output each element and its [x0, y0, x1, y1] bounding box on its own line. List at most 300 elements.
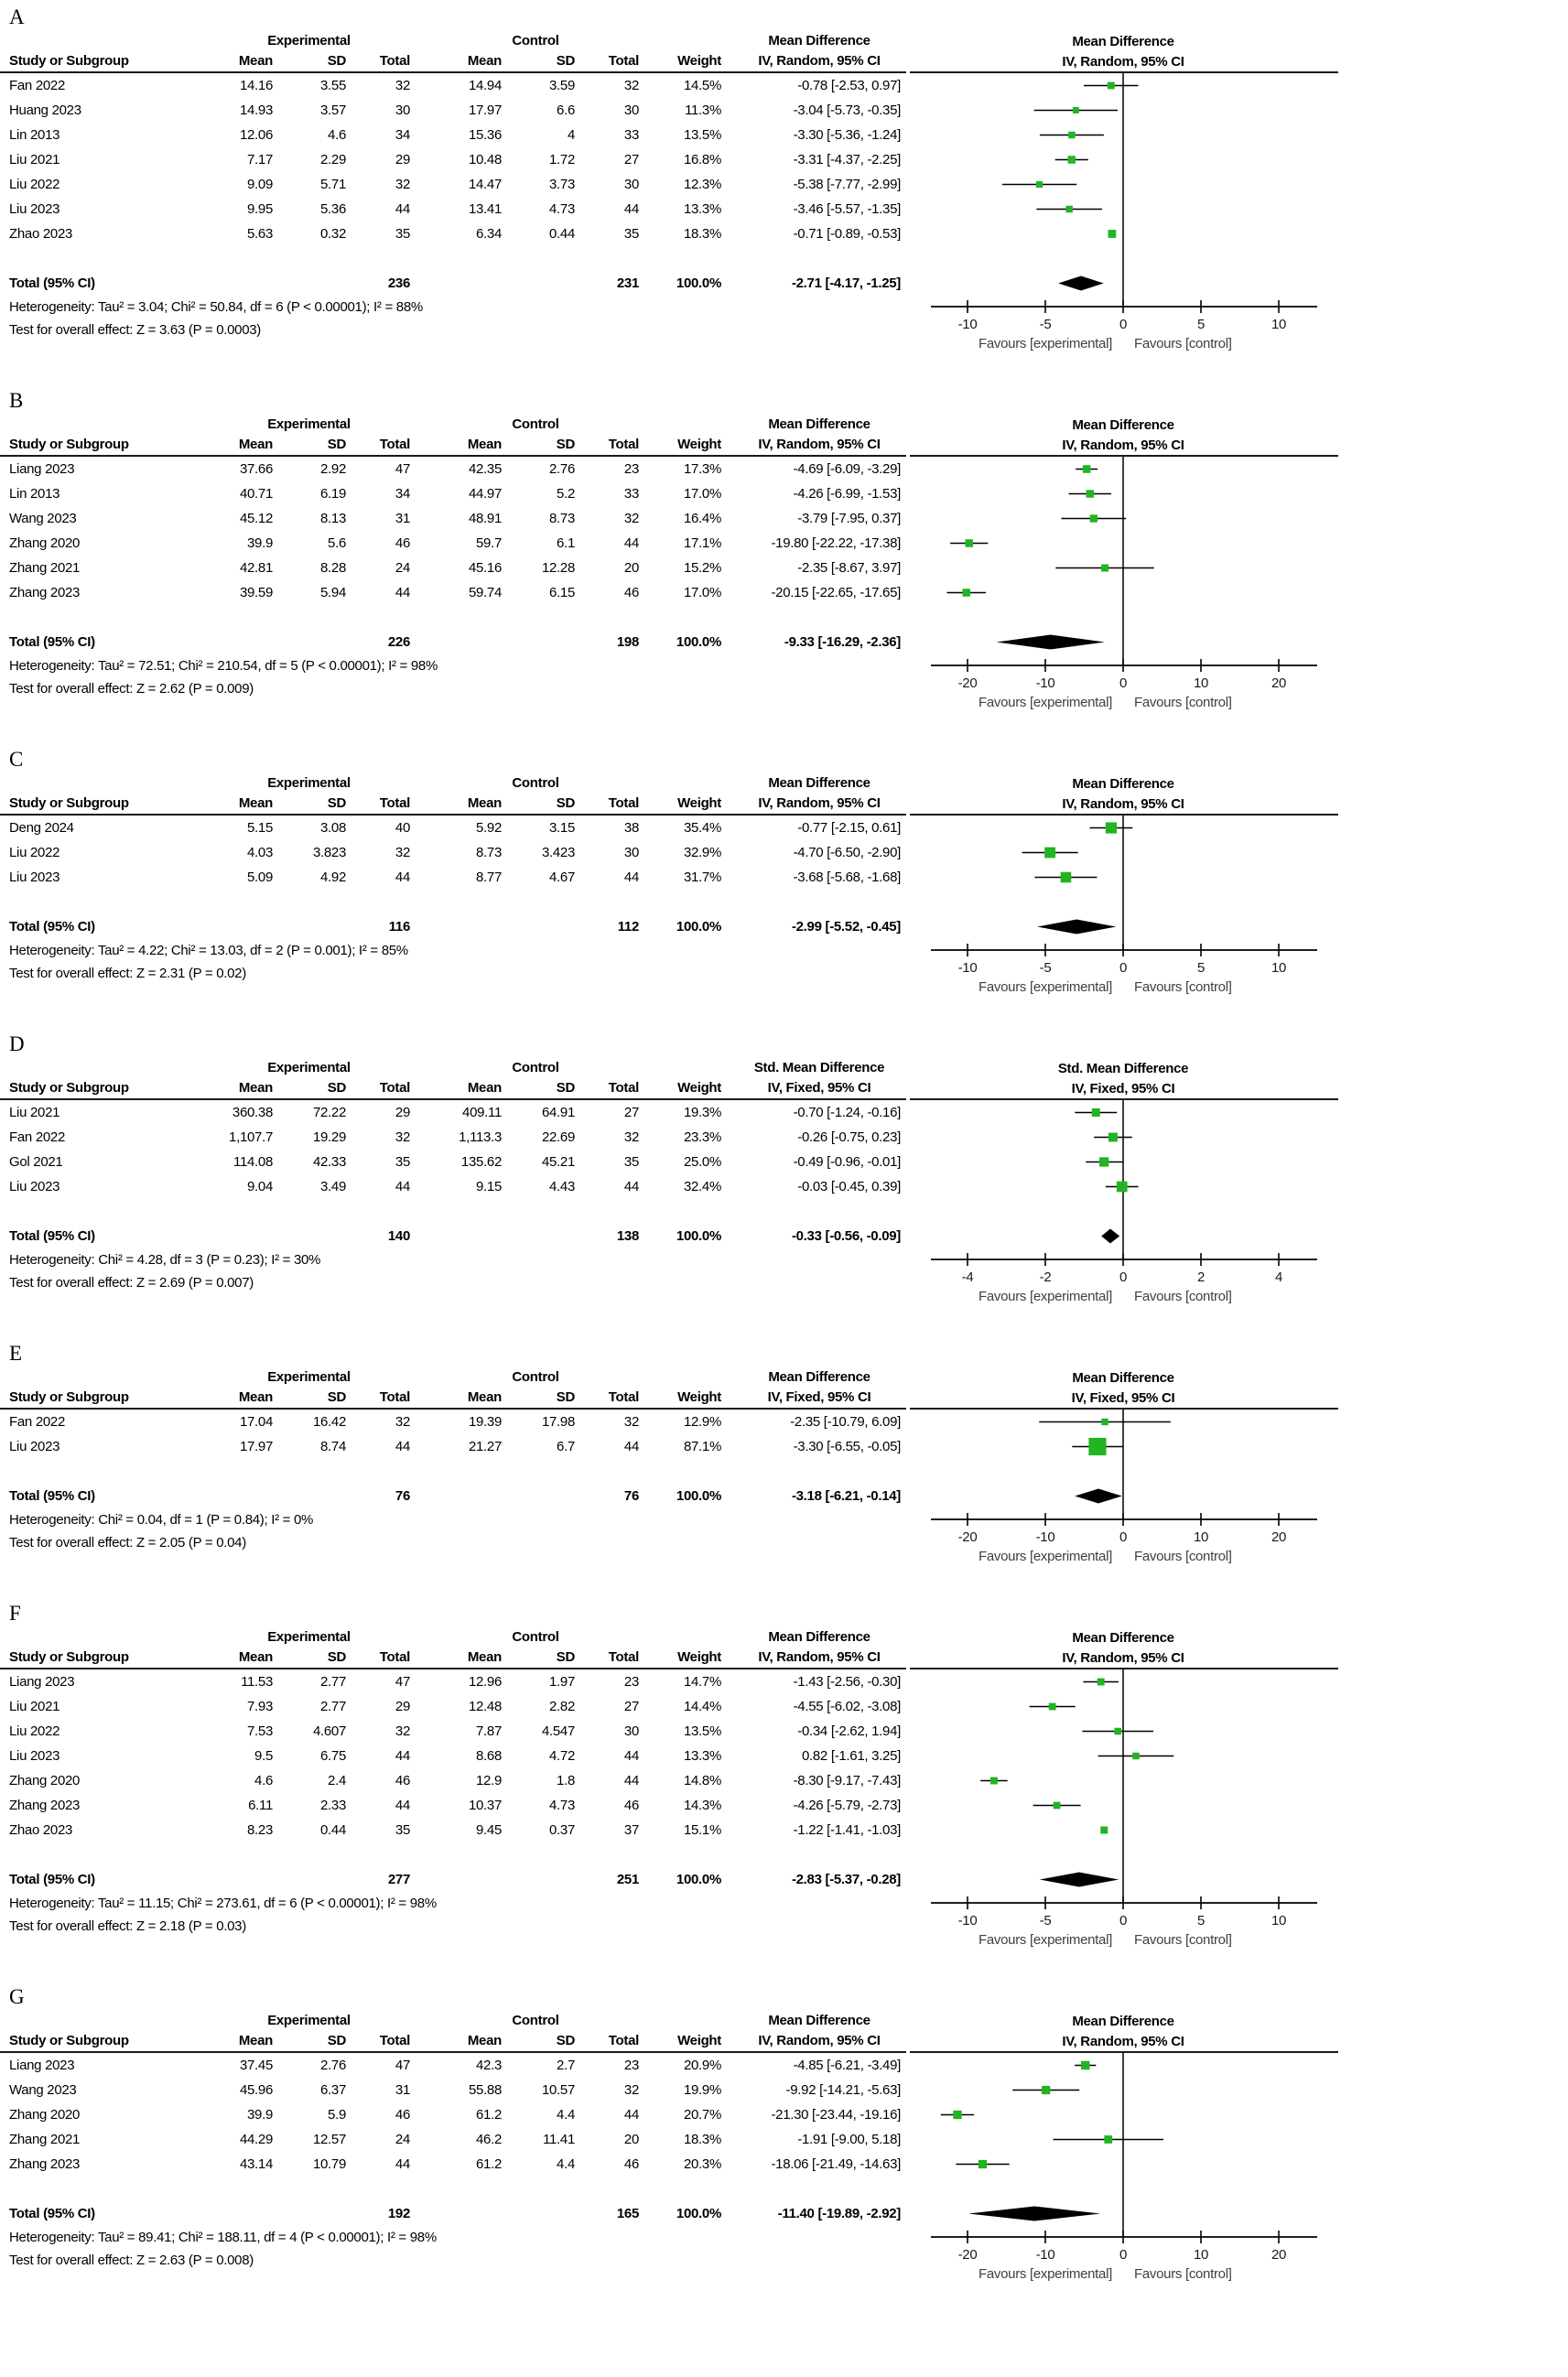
ci-text: -21.30 [-23.44, -19.16] [771, 2107, 901, 2123]
weight-value: 14.8% [683, 1773, 721, 1788]
header-spacer [650, 1367, 732, 1388]
ctl-mean: 10.37 [468, 1798, 502, 1813]
tick-label: -4 [961, 1270, 974, 1285]
total-weight: 100.0% [676, 634, 721, 650]
exp-total: 32 [395, 78, 410, 93]
exp-sd-header: SD [327, 1080, 346, 1096]
effect-marker [1117, 1182, 1128, 1193]
effect-column-header: Std. Mean Difference [753, 1060, 885, 1075]
exp-mean-header: Mean [238, 795, 273, 811]
effect-marker [1098, 1679, 1105, 1686]
weight-value: 14.4% [683, 1699, 721, 1714]
weight-column-header: Weight [677, 1389, 721, 1405]
forest-panel-F [0, 1602, 1568, 1950]
exp-mean: 1,107.7 [229, 1129, 273, 1145]
ctl-total: 44 [623, 1748, 639, 1764]
exp-total: 47 [395, 1674, 410, 1690]
weight-value: 25.0% [683, 1154, 721, 1170]
effect-marker [1099, 1157, 1108, 1166]
total-ctl-total: 231 [616, 276, 639, 291]
ctl-sd: 2.82 [549, 1699, 575, 1714]
ci-text: -4.26 [-6.99, -1.53] [793, 486, 901, 502]
overall-effect-line: Test for overall effect: Z = 2.31 (P = 0.02) [9, 966, 246, 981]
exp-mean: 9.04 [247, 1179, 273, 1194]
ctl-total: 44 [623, 1773, 639, 1788]
pooled-diamond [997, 635, 1105, 650]
exp-sd: 6.75 [320, 1748, 346, 1764]
ci-text: -0.26 [-0.75, 0.23] [797, 1129, 901, 1145]
exp-sd: 10.79 [312, 2156, 346, 2172]
ctl-total: 32 [623, 1414, 639, 1430]
header-spacer [650, 773, 732, 794]
heterogeneity-line: Heterogeneity: Tau² = 89.41; Chi² = 188.11, df = 4 (P < 0.00001); I² = 98% [9, 2230, 437, 2245]
effect-column-header: Mean Difference [768, 416, 871, 432]
exp-sd: 3.823 [312, 845, 346, 860]
exp-sd: 4.607 [312, 1723, 346, 1739]
panel-label: A [9, 5, 25, 28]
ctl-sd: 64.91 [541, 1105, 575, 1120]
plot-effect-header: Mean Difference [1072, 776, 1174, 792]
ctl-mean: 13.41 [468, 201, 502, 217]
model-column-header: IV, Random, 95% CI [758, 795, 881, 811]
study-name: Wang 2023 [9, 511, 77, 526]
ci-text: -1.91 [-9.00, 5.18] [797, 2132, 901, 2147]
study-column-header: Study or Subgroup [9, 1080, 129, 1096]
total-exp-total: 116 [388, 919, 410, 935]
overall-effect-line: Test for overall effect: Z = 2.69 (P = 0.007) [9, 1275, 254, 1291]
ctl-total-header: Total [608, 1080, 639, 1096]
ci-text: -0.49 [-0.96, -0.01] [793, 1154, 901, 1170]
ctl-mean: 17.97 [468, 103, 502, 118]
total-ctl-total: 198 [616, 634, 639, 650]
exp-mean: 14.93 [239, 103, 273, 118]
effect-marker [1106, 822, 1117, 833]
ctl-sd: 1.97 [549, 1674, 575, 1690]
forest-plot-area [908, 1058, 1568, 1307]
experimental-group-header: Experimental [267, 416, 351, 432]
ctl-mean: 10.48 [468, 152, 502, 167]
exp-total: 29 [395, 152, 410, 167]
exp-sd-header: SD [327, 2033, 346, 2048]
header-spacer [0, 31, 197, 51]
exp-total: 44 [395, 1798, 410, 1813]
exp-sd: 2.92 [320, 461, 346, 477]
study-column-header: Study or Subgroup [9, 53, 129, 69]
overall-effect-line: Test for overall effect: Z = 3.63 (P = 0.0003) [9, 322, 261, 338]
forest-plot-area [908, 415, 1568, 713]
tick-label: 20 [1271, 2247, 1287, 2263]
exp-sd: 2.4 [328, 1773, 346, 1788]
exp-sd: 6.37 [320, 2082, 346, 2098]
ctl-total: 33 [623, 486, 639, 502]
exp-total: 31 [395, 2082, 410, 2098]
ci-text: -2.35 [-8.67, 3.97] [797, 560, 901, 576]
weight-value: 16.4% [683, 511, 721, 526]
ctl-mean-header: Mean [467, 1389, 502, 1405]
effect-marker [990, 1777, 998, 1785]
ctl-mean: 59.74 [468, 585, 502, 600]
weight-value: 14.3% [683, 1798, 721, 1813]
tick-label: 10 [1193, 2247, 1209, 2263]
tick-label: -10 [1035, 1529, 1055, 1545]
ctl-total: 30 [623, 177, 639, 192]
favours-left-label: Favours [experimental] [979, 695, 1112, 710]
exp-mean-header: Mean [238, 1080, 273, 1096]
exp-total: 32 [395, 845, 410, 860]
ctl-sd: 6.6 [557, 103, 575, 118]
study-column-header: Study or Subgroup [9, 437, 129, 452]
exp-sd: 2.77 [320, 1674, 346, 1690]
ci-text: -4.85 [-6.21, -3.49] [793, 2058, 901, 2073]
exp-sd: 0.32 [320, 226, 346, 242]
ctl-total: 30 [623, 103, 639, 118]
exp-sd: 3.08 [320, 820, 346, 836]
ctl-mean-header: Mean [467, 1649, 502, 1665]
effect-marker [1108, 230, 1117, 238]
ctl-mean: 19.39 [468, 1414, 502, 1430]
effect-marker [1068, 132, 1076, 139]
ctl-sd: 3.15 [549, 820, 575, 836]
study-table [0, 1367, 906, 1554]
control-group-header: Control [512, 2013, 559, 2028]
weight-value: 20.9% [683, 2058, 721, 2073]
tick-label: 2 [1196, 1270, 1206, 1285]
exp-mean: 114.08 [233, 1154, 273, 1170]
exp-sd: 8.28 [320, 560, 346, 576]
ctl-sd: 3.59 [549, 78, 575, 93]
total-ci-text: -2.71 [-4.17, -1.25] [791, 276, 901, 291]
ctl-total-header: Total [608, 437, 639, 452]
weight-value: 20.7% [683, 2107, 721, 2123]
forest-plot-area [908, 1627, 1568, 1950]
ctl-sd-header: SD [556, 53, 575, 69]
plot-model-header: IV, Random, 95% CI [1062, 1650, 1184, 1666]
header-spacer [650, 415, 732, 435]
exp-total: 44 [395, 585, 410, 600]
panel-label: F [9, 1602, 21, 1625]
exp-sd: 5.9 [328, 2107, 346, 2123]
study-table [0, 1627, 906, 1938]
ctl-sd-header: SD [556, 795, 575, 811]
ctl-total: 35 [623, 1154, 639, 1170]
ctl-total-header: Total [608, 795, 639, 811]
ctl-mean: 12.9 [476, 1773, 502, 1788]
study-table [0, 415, 906, 700]
ci-text: -0.77 [-2.15, 0.61] [797, 820, 901, 836]
total-ci-text: -0.33 [-0.56, -0.09] [791, 1228, 901, 1244]
exp-mean: 39.9 [247, 535, 273, 551]
ctl-sd: 3.423 [541, 845, 575, 860]
weight-value: 17.1% [683, 535, 721, 551]
weight-value: 11.3% [685, 103, 721, 118]
total-ci-text: -9.33 [-16.29, -2.36] [784, 634, 901, 650]
weight-value: 87.1% [683, 1439, 721, 1454]
ci-text: -3.79 [-7.95, 0.37] [797, 511, 901, 526]
study-table [0, 773, 906, 985]
exp-total: 40 [395, 820, 410, 836]
exp-total: 29 [395, 1105, 410, 1120]
exp-mean: 44.29 [239, 2132, 273, 2147]
header-spacer [0, 415, 197, 435]
exp-sd: 2.76 [320, 2058, 346, 2073]
ctl-sd: 10.57 [541, 2082, 575, 2098]
exp-sd: 42.33 [312, 1154, 346, 1170]
effect-marker [1101, 565, 1108, 572]
total-ci-text: -2.83 [-5.37, -0.28] [791, 1872, 901, 1887]
exp-sd: 3.57 [320, 103, 346, 118]
header-spacer [0, 1058, 197, 1078]
ci-text: -9.92 [-14.21, -5.63] [785, 2082, 901, 2098]
panel-body [0, 415, 1568, 713]
ci-text: -5.38 [-7.77, -2.99] [793, 177, 901, 192]
total-row-label: Total (95% CI) [9, 276, 95, 291]
ctl-mean: 55.88 [468, 2082, 502, 2098]
heterogeneity-line: Heterogeneity: Chi² = 0.04, df = 1 (P = 0.84); I² = 0% [9, 1512, 314, 1528]
exp-total: 32 [395, 1414, 410, 1430]
ctl-mean-header: Mean [467, 53, 502, 69]
ctl-sd-header: SD [556, 1080, 575, 1096]
total-ctl-total: 76 [623, 1488, 639, 1504]
weight-value: 13.3% [683, 201, 721, 217]
effect-marker [1108, 1133, 1118, 1142]
exp-total: 35 [395, 1822, 410, 1838]
ctl-mean: 1,113.3 [459, 1129, 502, 1145]
exp-sd: 19.29 [312, 1129, 346, 1145]
effect-column-header: Mean Difference [768, 1629, 871, 1645]
exp-total-header: Total [379, 437, 410, 452]
ctl-mean: 59.7 [476, 535, 502, 551]
effect-column-header: Mean Difference [768, 775, 871, 791]
ctl-total: 32 [623, 2082, 639, 2098]
ctl-mean: 46.2 [476, 2132, 502, 2147]
ctl-mean: 15.36 [468, 127, 502, 143]
header-spacer [0, 1627, 197, 1648]
exp-mean: 45.12 [239, 511, 273, 526]
ctl-mean-header: Mean [467, 437, 502, 452]
ctl-total: 30 [623, 1723, 639, 1739]
study-name: Fan 2022 [9, 78, 65, 93]
exp-mean: 8.23 [247, 1822, 273, 1838]
weight-value: 32.9% [683, 845, 721, 860]
ctl-sd-header: SD [556, 1389, 575, 1405]
total-weight: 100.0% [676, 2206, 721, 2221]
tick-label: 0 [1119, 317, 1128, 332]
ctl-mean: 8.73 [476, 845, 502, 860]
weight-column-header: Weight [677, 795, 721, 811]
favours-left-label: Favours [experimental] [979, 979, 1112, 995]
exp-mean: 7.93 [247, 1699, 273, 1714]
total-weight: 100.0% [676, 1488, 721, 1504]
tick-label: 0 [1119, 2247, 1128, 2263]
exp-mean-header: Mean [238, 53, 273, 69]
ctl-sd: 17.98 [541, 1414, 575, 1430]
tick-label: -20 [957, 675, 978, 691]
ctl-sd: 4.547 [541, 1723, 575, 1739]
exp-sd: 6.19 [320, 486, 346, 502]
spacer-row [0, 605, 906, 630]
plot-effect-header: Mean Difference [1072, 1370, 1174, 1386]
ctl-mean: 14.94 [468, 78, 502, 93]
weight-value: 14.7% [683, 1674, 721, 1690]
ctl-sd: 4.73 [549, 1798, 575, 1813]
ctl-sd: 0.44 [549, 226, 575, 242]
study-name: Gol 2021 [9, 1154, 63, 1170]
ci-text: -3.31 [-4.37, -2.25] [793, 152, 901, 167]
ci-text: -4.55 [-6.02, -3.08] [793, 1699, 901, 1714]
experimental-group-header: Experimental [267, 2013, 351, 2028]
effect-marker [1108, 82, 1115, 90]
effect-marker [1042, 2086, 1050, 2094]
weight-value: 35.4% [683, 820, 721, 836]
total-exp-total: 226 [387, 634, 410, 650]
weight-value: 18.3% [683, 226, 721, 242]
plot-model-header: IV, Random, 95% CI [1062, 438, 1184, 453]
plot-effect-header: Std. Mean Difference [1057, 1061, 1189, 1076]
study-column-header: Study or Subgroup [9, 2033, 129, 2048]
exp-total: 24 [395, 560, 410, 576]
study-name: Zhang 2020 [9, 1773, 81, 1788]
exp-mean: 11.53 [241, 1674, 273, 1690]
total-ctl-total: 251 [616, 1872, 639, 1887]
ctl-mean: 409.11 [462, 1105, 502, 1120]
total-ci-text: -11.40 [-19.89, -2.92] [777, 2206, 901, 2221]
study-name: Liu 2021 [9, 152, 60, 167]
ctl-total: 44 [623, 1439, 639, 1454]
effect-marker [1100, 1827, 1108, 1834]
study-name: Liang 2023 [9, 461, 75, 477]
exp-total: 35 [395, 226, 410, 242]
ctl-sd: 4.72 [549, 1748, 575, 1764]
effect-marker [1087, 490, 1094, 497]
ctl-total: 27 [623, 1105, 639, 1120]
forest-panel-D [0, 1032, 1568, 1307]
study-name: Liu 2022 [9, 177, 60, 192]
ci-text: -18.06 [-21.49, -14.63] [771, 2156, 901, 2172]
favours-right-label: Favours [control] [1134, 1549, 1232, 1564]
weight-value: 20.3% [683, 2156, 721, 2172]
total-ctl-total: 165 [616, 2206, 639, 2221]
weight-column-header: Weight [677, 53, 721, 69]
ctl-sd: 4 [567, 127, 575, 143]
ctl-mean: 12.96 [468, 1674, 502, 1690]
control-group-header: Control [512, 775, 559, 791]
control-group-header: Control [512, 1369, 559, 1385]
weight-value: 17.3% [683, 461, 721, 477]
weight-value: 15.1% [683, 1822, 721, 1838]
study-name: Fan 2022 [9, 1414, 65, 1430]
ci-text: -1.22 [-1.41, -1.03] [793, 1822, 901, 1838]
tick-label: 10 [1271, 960, 1287, 976]
total-weight: 100.0% [676, 919, 721, 935]
ctl-sd-header: SD [556, 437, 575, 452]
study-table [0, 2011, 906, 2272]
total-exp-total: 236 [387, 276, 410, 291]
ci-text: -3.30 [-5.36, -1.24] [793, 127, 901, 143]
forest-panel-G [0, 1985, 1568, 2285]
ctl-mean: 61.2 [476, 2107, 502, 2123]
panel-label: B [9, 389, 24, 412]
study-name: Huang 2023 [9, 103, 81, 118]
study-name: Liang 2023 [9, 2058, 75, 2073]
study-column-header: Study or Subgroup [9, 795, 129, 811]
exp-mean: 5.63 [247, 226, 273, 242]
model-column-header: IV, Random, 95% CI [758, 53, 881, 69]
exp-total: 34 [395, 127, 410, 143]
exp-total: 44 [395, 1748, 410, 1764]
overall-effect-line: Test for overall effect: Z = 2.63 (P = 0.008) [9, 2253, 254, 2268]
favours-right-label: Favours [control] [1134, 1932, 1232, 1948]
tick-label: 10 [1193, 675, 1209, 691]
total-ci-text: -2.99 [-5.52, -0.45] [791, 919, 901, 935]
study-name: Lin 2013 [9, 127, 60, 143]
effect-marker [1065, 206, 1072, 212]
ctl-sd: 4.4 [557, 2156, 575, 2172]
panel-body [0, 1058, 1568, 1307]
ctl-total: 20 [623, 560, 639, 576]
study-name: Liu 2023 [9, 870, 60, 885]
exp-mean: 12.06 [239, 127, 273, 143]
total-exp-total: 277 [387, 1872, 410, 1887]
ctl-mean: 8.77 [476, 870, 502, 885]
header-spacer [650, 1058, 732, 1078]
study-name: Zhang 2020 [9, 535, 81, 551]
total-row-label: Total (95% CI) [9, 919, 95, 935]
forest-plot-area [908, 31, 1568, 354]
ctl-total: 38 [623, 820, 639, 836]
study-name: Zhang 2020 [9, 2107, 81, 2123]
effect-marker [1068, 156, 1076, 163]
weight-value: 31.7% [683, 870, 721, 885]
exp-mean: 37.45 [239, 2058, 273, 2073]
exp-sd: 2.77 [320, 1699, 346, 1714]
study-name: Zhang 2023 [9, 1798, 81, 1813]
exp-mean: 39.59 [239, 585, 273, 600]
heterogeneity-line: Heterogeneity: Tau² = 4.22; Chi² = 13.03, df = 2 (P = 0.001); I² = 85% [9, 943, 408, 958]
study-name: Zhao 2023 [9, 226, 73, 242]
weight-value: 19.3% [683, 1105, 721, 1120]
tick-label: -5 [1039, 317, 1052, 332]
ctl-sd: 6.15 [549, 585, 575, 600]
ctl-total: 23 [623, 1674, 639, 1690]
exp-total: 31 [395, 511, 410, 526]
ctl-total: 20 [623, 2132, 639, 2147]
weight-value: 13.3% [683, 1748, 721, 1764]
effect-column-header: Mean Difference [768, 1369, 871, 1385]
overall-effect-line: Test for overall effect: Z = 2.62 (P = 0.009) [9, 681, 254, 697]
ci-text: -2.35 [-10.79, 6.09] [790, 1414, 901, 1430]
ci-text: -8.30 [-9.17, -7.43] [793, 1773, 901, 1788]
spacer-row [0, 1459, 906, 1484]
effect-marker [1036, 181, 1043, 188]
ctl-mean: 14.47 [468, 177, 502, 192]
exp-mean: 4.03 [247, 845, 273, 860]
model-column-header: IV, Fixed, 95% CI [767, 1080, 871, 1096]
plot-model-header: IV, Fixed, 95% CI [1071, 1390, 1175, 1406]
experimental-group-header: Experimental [267, 1060, 351, 1075]
exp-mean-header: Mean [238, 2033, 273, 2048]
effect-marker [1054, 1802, 1061, 1810]
ctl-sd-header: SD [556, 1649, 575, 1665]
ci-text: -4.26 [-5.79, -2.73] [793, 1798, 901, 1813]
ctl-mean: 6.34 [476, 226, 502, 242]
exp-total: 46 [395, 1773, 410, 1788]
exp-sd: 8.74 [320, 1439, 346, 1454]
exp-total: 32 [395, 177, 410, 192]
ctl-mean: 45.16 [468, 560, 502, 576]
ctl-mean: 135.62 [460, 1154, 502, 1170]
exp-mean: 17.97 [239, 1439, 273, 1454]
ctl-total: 32 [623, 511, 639, 526]
